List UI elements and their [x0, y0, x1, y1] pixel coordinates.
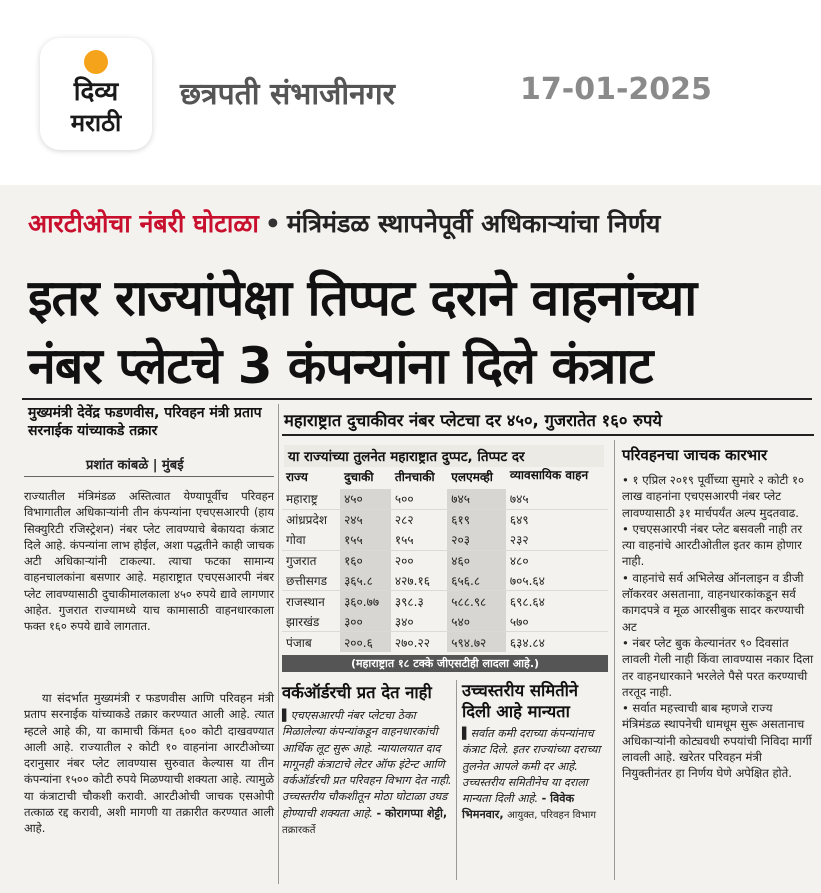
- table-row: [282, 550, 608, 570]
- bullet-icon: •: [264, 209, 281, 238]
- divya-marathi-logo[interactable]: [40, 38, 152, 150]
- cell: ७०५.६४: [506, 571, 608, 591]
- cell: ६३४.८४: [509, 635, 545, 650]
- cell: ६४९: [509, 513, 529, 528]
- table-row: [282, 530, 608, 550]
- col-header: राज्य: [286, 470, 308, 484]
- cell: २००.६: [340, 632, 391, 652]
- col-header: व्यावसायिक वाहन: [509, 468, 589, 482]
- sidebar-divider: [614, 440, 615, 880]
- cell: ३००: [340, 611, 391, 631]
- cell: ५४०: [447, 611, 506, 631]
- cell: ५००: [391, 489, 447, 509]
- committee-body: ▌सर्वात कमी दराच्या कंपन्यांनाच कंत्राट दिले. इतर राज्यांच्या दराच्या तुलनेत आपले कमी दर आहे. उच्चस्तरीय समितीनेच या दराला मान्यता दिली आहे.: [462, 727, 601, 806]
- cell: २८२: [394, 513, 414, 528]
- cell: आंध्रप्रदेश: [282, 509, 340, 529]
- edition-date: 17-01-2025: [520, 72, 712, 107]
- cell: ५८८.९८: [447, 591, 506, 611]
- work-order-attrib-role: तक्रारकर्ते: [282, 825, 316, 837]
- kicker-red: आरटीओचा नंबरी घोटाळा: [28, 209, 259, 238]
- cell: झारखंड: [282, 611, 340, 631]
- cell: महाराष्ट्र: [282, 489, 340, 509]
- cell: २००: [394, 554, 414, 569]
- cell: ३६०.७७: [340, 591, 391, 611]
- kicker-line: [28, 206, 818, 240]
- cell: २०३: [447, 530, 506, 550]
- sun-icon: [84, 50, 108, 74]
- gst-footnote: (महाराष्ट्रात १८ टक्के जीएसटीही लादला आहे.): [282, 655, 608, 672]
- cell: १५५: [391, 530, 447, 550]
- table-header-row: [282, 466, 608, 489]
- cell: पंजाब: [282, 632, 340, 652]
- list-item: • नंबर प्लेट बुक केल्यानंतर ९० दिवसांत लावली गेली नाही किंवा लावण्यास नकार दिला तर वाहनधारकाने भरलेले पैसे परत करण्याची तरतूद नाही.: [622, 635, 814, 699]
- cell: गोवा: [282, 530, 340, 550]
- table-row: [282, 489, 608, 509]
- table-row: [282, 632, 608, 652]
- cell: ४२७.१६: [391, 571, 447, 591]
- cell: २३२: [506, 530, 608, 550]
- list-item: • सर्वात महत्त्वाची बाब म्हणजे राज्य मंत्रिमंडळ स्थापनेची धामधूम सुरू असतानाच अधिकाऱ्यांनी कोट्यवधी रुपयांची निविदा मार्गी लावली आहे. खरेतर परिवहन मंत्री नियुक्तीनंतर हा निर्णय घेणे अपेक्षित होते.: [622, 701, 812, 781]
- rates-rule: [282, 434, 814, 436]
- column-divider-bottom: [456, 680, 457, 880]
- rates-table: [282, 466, 608, 652]
- sidebar-heading: परिवहनचा जाचक कारभार: [622, 446, 768, 464]
- cell: १६०: [340, 550, 391, 570]
- cell: ६९८.६४: [509, 594, 545, 609]
- byline: प्रशांत कांबळे | मुंबई: [86, 458, 184, 473]
- work-order-attrib-name: - कोरागप्पा शेट्टी,: [376, 806, 448, 820]
- table-row: [282, 611, 608, 631]
- cell: छत्तीसगड: [282, 571, 340, 591]
- app-header: [0, 0, 821, 170]
- cell: २४५: [340, 509, 391, 529]
- cell: ५७०: [506, 611, 608, 631]
- col-header: दुचाकी: [344, 470, 374, 484]
- table-row: [282, 509, 608, 529]
- work-order-title: वर्कऑर्डरची प्रत देत नाही: [282, 683, 432, 702]
- work-order-text: [282, 708, 452, 839]
- committee-title: उच्चस्तरीय समितीने दिली आहे मान्यता: [462, 681, 579, 721]
- cell: ४५०: [340, 489, 391, 509]
- sidebar-list: [622, 472, 814, 782]
- committee-attrib-role: आयुक्त, परिवहन विभाग: [507, 810, 596, 822]
- cell: ६५६.८: [447, 571, 506, 591]
- rates-subheading: या राज्यांच्या तुलनेत महाराष्ट्रात दुप्पट, तिप्पट दर: [284, 445, 604, 467]
- cell: ४८०: [509, 554, 529, 569]
- cell: ५९४.७२: [447, 632, 506, 652]
- cell: ६१९: [447, 509, 506, 529]
- cell: ४६०: [447, 550, 506, 570]
- cell: २७०.२२: [394, 635, 430, 650]
- column-divider: [278, 404, 279, 884]
- body-paragraph-2: या संदर्भात मुख्यमंत्री र फडणवीस आणि परिवहन मंत्री प्रताप सरनाईक यांच्याकडे तक्रार करण्यात आली आहे. त्यात म्हटले आहे की, या कामाची किंमत ६०० कोटी दाखवण्यात आली आहे. राज्यातील २ कोटी १० वाहनांना आरटीओच्या दरानुसार नंबर प्लेट लावण्यास सुरुवात केल्यास या तीन कंपन्यांना १५०० कोटी रुपये मिळण्याची शक्यता आहे. त्यामुळे या कंत्राटाची चौकशी करावी. आरटीओची जाचक एसओपी तत्काळ रद्द करावी, अशी मागणी या तक्रारीत करण्यात आली आहे.: [24, 691, 274, 836]
- cell: गुजरात: [282, 550, 340, 570]
- byline-rule: [24, 476, 274, 477]
- list-item: • एचएसआरपी नंबर प्लेट बसवली नाही तर त्या वाहनांचे आरटीओतील इतर काम होणार नाही.: [622, 521, 803, 569]
- table-row: [282, 571, 608, 591]
- cell: राजस्थान: [282, 591, 340, 611]
- cell: ७४५: [506, 489, 608, 509]
- headline-line2: नंबर प्लेटचे 3 कंपन्यांना दिले कंत्राट: [28, 337, 653, 395]
- col-header: तीनचाकी: [394, 470, 435, 484]
- cell: ७४५: [447, 489, 506, 509]
- list-item: • १ एप्रिल २०१९ पूर्वीच्या सुमारे २ कोटी १० लाख वाहनांना एचएसआरपी नंबर प्लेट लावण्यासाठी ३१ मार्चपर्यंत अल्प मुदतवाढ.: [622, 473, 805, 520]
- work-order-body: ▌एचएसआरपी नंबर प्लेटचा ठेका मिळालेल्या कंपन्यांकडून वाहनधारकांची आर्थिक लूट सुरू आहे. न्यायालयात दाद मागूनही कंत्राटाचे लेटर ऑफ इंटेन्ट आणि वर्कऑर्डरची प्रत परिवहन विभाग देत नाही. उच्चस्तरीय चौकशीतून मोठा घोटाळा उघड होण्याची शक्यता आहे.: [282, 709, 452, 820]
- body-paragraph-1: राज्यातील मंत्रिमंडळ अस्तित्वात येण्यापूर्वीच परिवहन विभागातील अधिकाऱ्यांनी तीन कंपन्यांना एचएसआरपी (हाय सिक्युरिटी रजिस्ट्रेशन) नंबर प्लेट लावण्याचे बेकायदा कंत्राट दिले आहे. कंपन्यांना लाभ होईल, अशा पद्धतीने काही जाचक अटी अधिकाऱ्यांनी टाकल्या. त्याचा फटका सामान्य वाहनचालकांना बसणार आहे. महाराष्ट्रात एचएसआरपी नंबर प्लेट लावण्यासाठी दुचाकीमालकाला ४५० रुपये द्यावे लागणार आहेत. गुजरात राज्यामध्ये याच कामासाठी वाहनधारकाला फक्त १६० रुपये द्यावे लागतात.: [24, 489, 274, 634]
- table-row: [282, 591, 608, 611]
- cell: ३४०: [391, 611, 447, 631]
- lead-text: मुख्यमंत्री देवेंद्र फडणवीस, परिवहन मंत्री प्रताप सरनाईक यांच्याकडे तक्रार: [28, 405, 262, 439]
- cell: १५५: [340, 530, 391, 550]
- list-item: • वाहनांचे सर्व अभिलेख ऑनलाइन व डीजी लॉकरवर असतानाा, वाहनधारकांकडून सर्व कागदपत्रे व मूळ आरसीबुक सादर करण्याची अट: [622, 570, 805, 634]
- logo-text-line1: दिव्य: [73, 77, 119, 107]
- headline-rule: [22, 398, 812, 400]
- logo-text-line2: मराठी: [70, 109, 122, 137]
- headline-line1: इतर राज्यांपेक्षा तिप्पट दराने वाहनांच्या: [28, 269, 697, 327]
- kicker-rest: मंत्रिमंडळ स्थापनेपूर्वी अधिकाऱ्यांचा निर्णय: [286, 209, 661, 238]
- col-header: एलएमव्ही: [451, 470, 493, 484]
- cell: ३९८.३: [394, 594, 424, 609]
- rates-heading: महाराष्ट्रात दुचाकीवर नंबर प्लेटचा दर ४५०, गुजरातेत १६० रुपये: [284, 411, 662, 430]
- committee-attrib-name: - विवेक भिमनवार,: [462, 792, 575, 822]
- committee-text: [462, 726, 612, 825]
- cell: ३६५.८: [340, 571, 391, 591]
- edition-city: छत्रपती संभाजीनगर: [180, 77, 395, 112]
